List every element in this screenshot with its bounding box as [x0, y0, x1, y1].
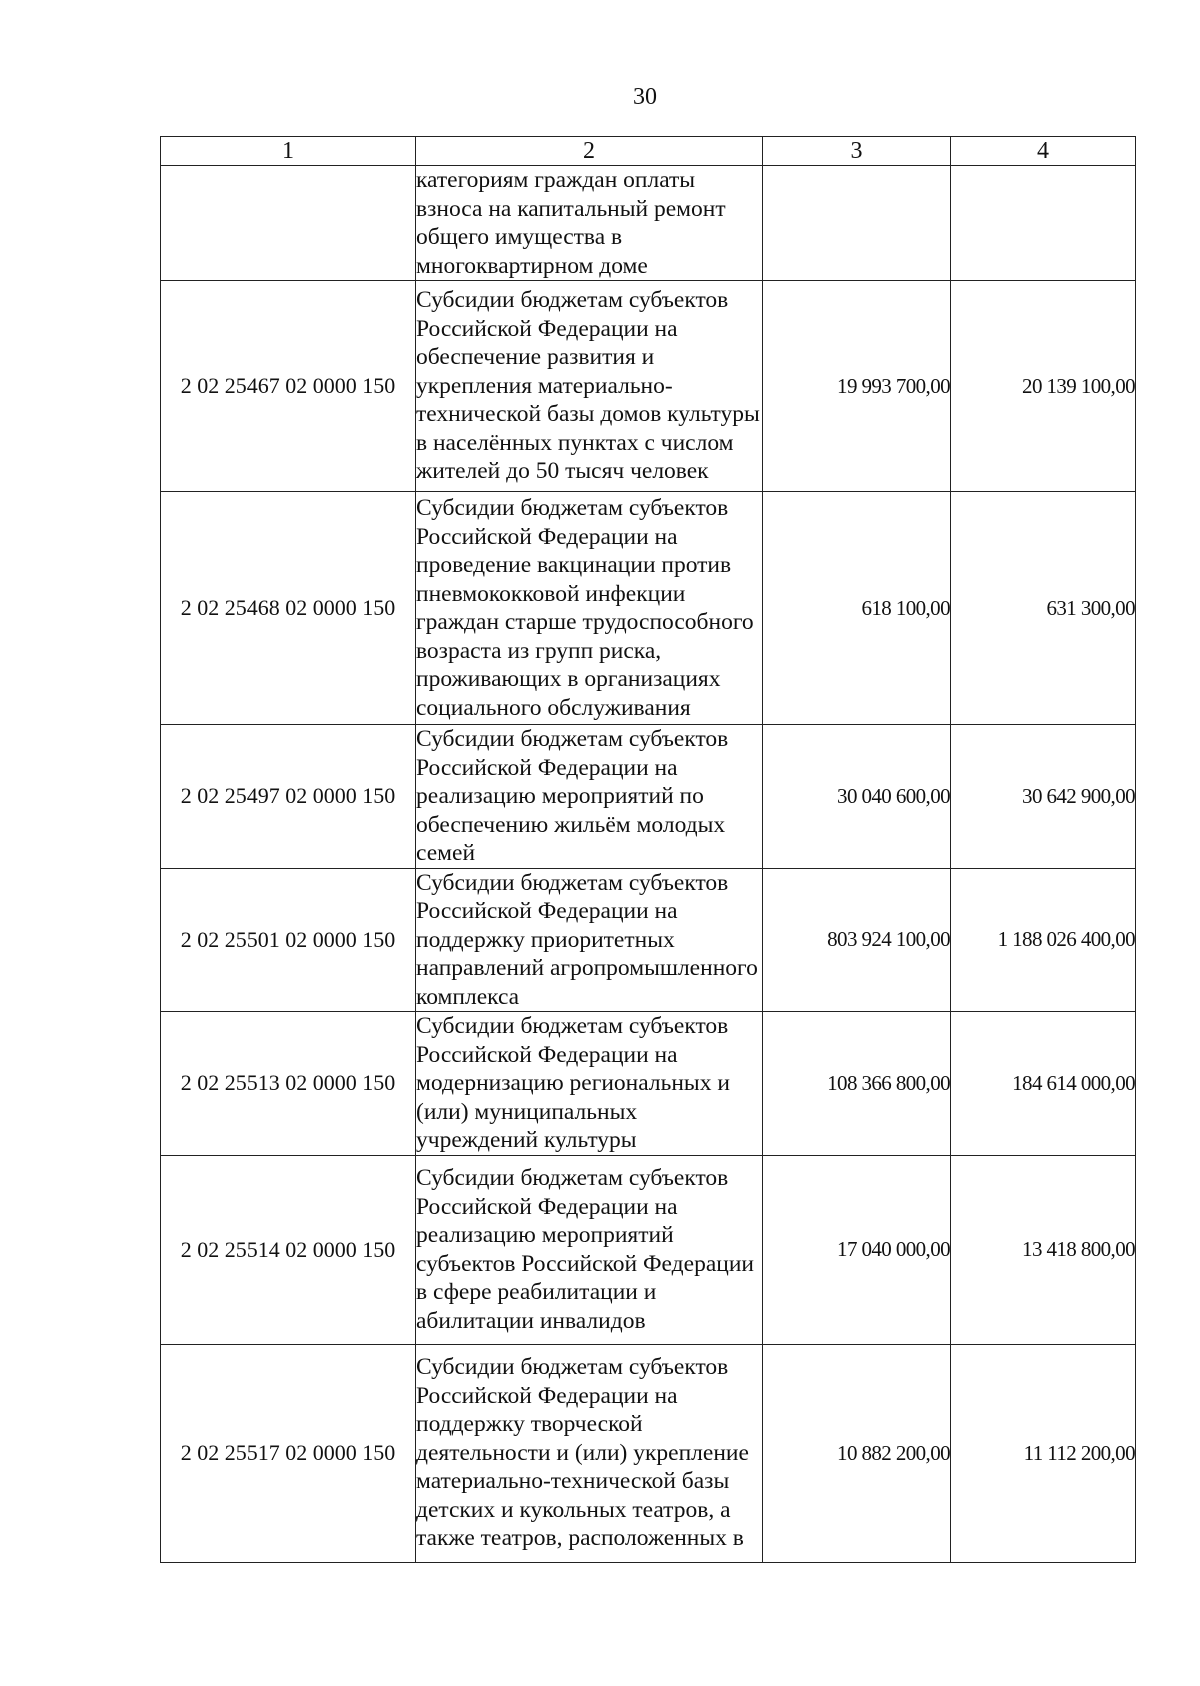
table-row [161, 1344, 1136, 1562]
table-row [161, 1012, 1136, 1156]
budget-table [160, 136, 1136, 1563]
description-cell: Субсидии бюджетам субъектов Российской Федерации на поддержку творческой деятельности и (или) укрепление материально-технической базы детских и кукольных театров, а также театров, расположенных в [416, 1344, 763, 1562]
amount-col4-cell: 30 642 900,00 [951, 725, 1136, 869]
budget-code-cell: 2 02 25514 02 0000 150 [161, 1155, 416, 1344]
budget-code-cell: 2 02 25513 02 0000 150 [161, 1012, 416, 1156]
column-header-2: 2 [416, 137, 763, 166]
table-header-row [161, 137, 1136, 166]
table-row [161, 281, 1136, 492]
description-cell: Субсидии бюджетам субъектов Российской Федерации на реализацию мероприятий субъектов Российской Федерации в сфере реабилитации и абилитации инвалидов [416, 1155, 763, 1344]
amount-col3-cell [763, 166, 951, 281]
amount-col3-cell: 803 924 100,00 [763, 868, 951, 1012]
budget-code-cell: 2 02 25497 02 0000 150 [161, 725, 416, 869]
amount-col3-cell: 108 366 800,00 [763, 1012, 951, 1156]
table-row [161, 492, 1136, 725]
amount-col4-cell: 184 614 000,00 [951, 1012, 1136, 1156]
budget-code-cell: 2 02 25501 02 0000 150 [161, 868, 416, 1012]
amount-col4-cell [951, 166, 1136, 281]
table-row [161, 1155, 1136, 1344]
description-cell: Субсидии бюджетам субъектов Российской Федерации на модернизацию региональных и (или) муниципальных учреждений культуры [416, 1012, 763, 1156]
budget-code-cell: 2 02 25467 02 0000 150 [161, 281, 416, 492]
amount-col3-cell: 10 882 200,00 [763, 1344, 951, 1562]
amount-col4-cell: 13 418 800,00 [951, 1155, 1136, 1344]
amount-col4-cell: 11 112 200,00 [951, 1344, 1136, 1562]
amount-col4-cell: 1 188 026 400,00 [951, 868, 1136, 1012]
table-row [161, 725, 1136, 869]
column-header-3: 3 [763, 137, 951, 166]
amount-col3-cell: 30 040 600,00 [763, 725, 951, 869]
budget-code-cell: 2 02 25517 02 0000 150 [161, 1344, 416, 1562]
budget-code-cell: 2 02 25468 02 0000 150 [161, 492, 416, 725]
amount-col4-cell: 631 300,00 [951, 492, 1136, 725]
amount-col3-cell: 618 100,00 [763, 492, 951, 725]
amount-col4-cell: 20 139 100,00 [951, 281, 1136, 492]
description-cell: категориям граждан оплаты взноса на капитальный ремонт общего имущества в многоквартирном доме [416, 166, 763, 281]
amount-col3-cell: 17 040 000,00 [763, 1155, 951, 1344]
description-cell: Субсидии бюджетам субъектов Российской Федерации на реализацию мероприятий по обеспечению жильём молодых семей [416, 725, 763, 869]
page-number: 30 [633, 84, 657, 110]
description-cell: Субсидии бюджетам субъектов Российской Федерации на поддержку приоритетных направлений агропромышленного комплекса [416, 868, 763, 1012]
table-row [161, 868, 1136, 1012]
amount-col3-cell: 19 993 700,00 [763, 281, 951, 492]
budget-code-cell [161, 166, 416, 281]
table-row [161, 166, 1136, 281]
column-header-4: 4 [951, 137, 1136, 166]
description-cell: Субсидии бюджетам субъектов Российской Федерации на обеспечение развития и укрепления материально-технической базы домов культуры в населённых пунктах с числом жителей до 50 тысяч человек [416, 281, 763, 492]
column-header-1: 1 [161, 137, 416, 166]
description-cell: Субсидии бюджетам субъектов Российской Федерации на проведение вакцинации против пневмококковой инфекции граждан старше трудоспособного возраста из групп риска, проживающих в организациях социального обслуживания [416, 492, 763, 725]
